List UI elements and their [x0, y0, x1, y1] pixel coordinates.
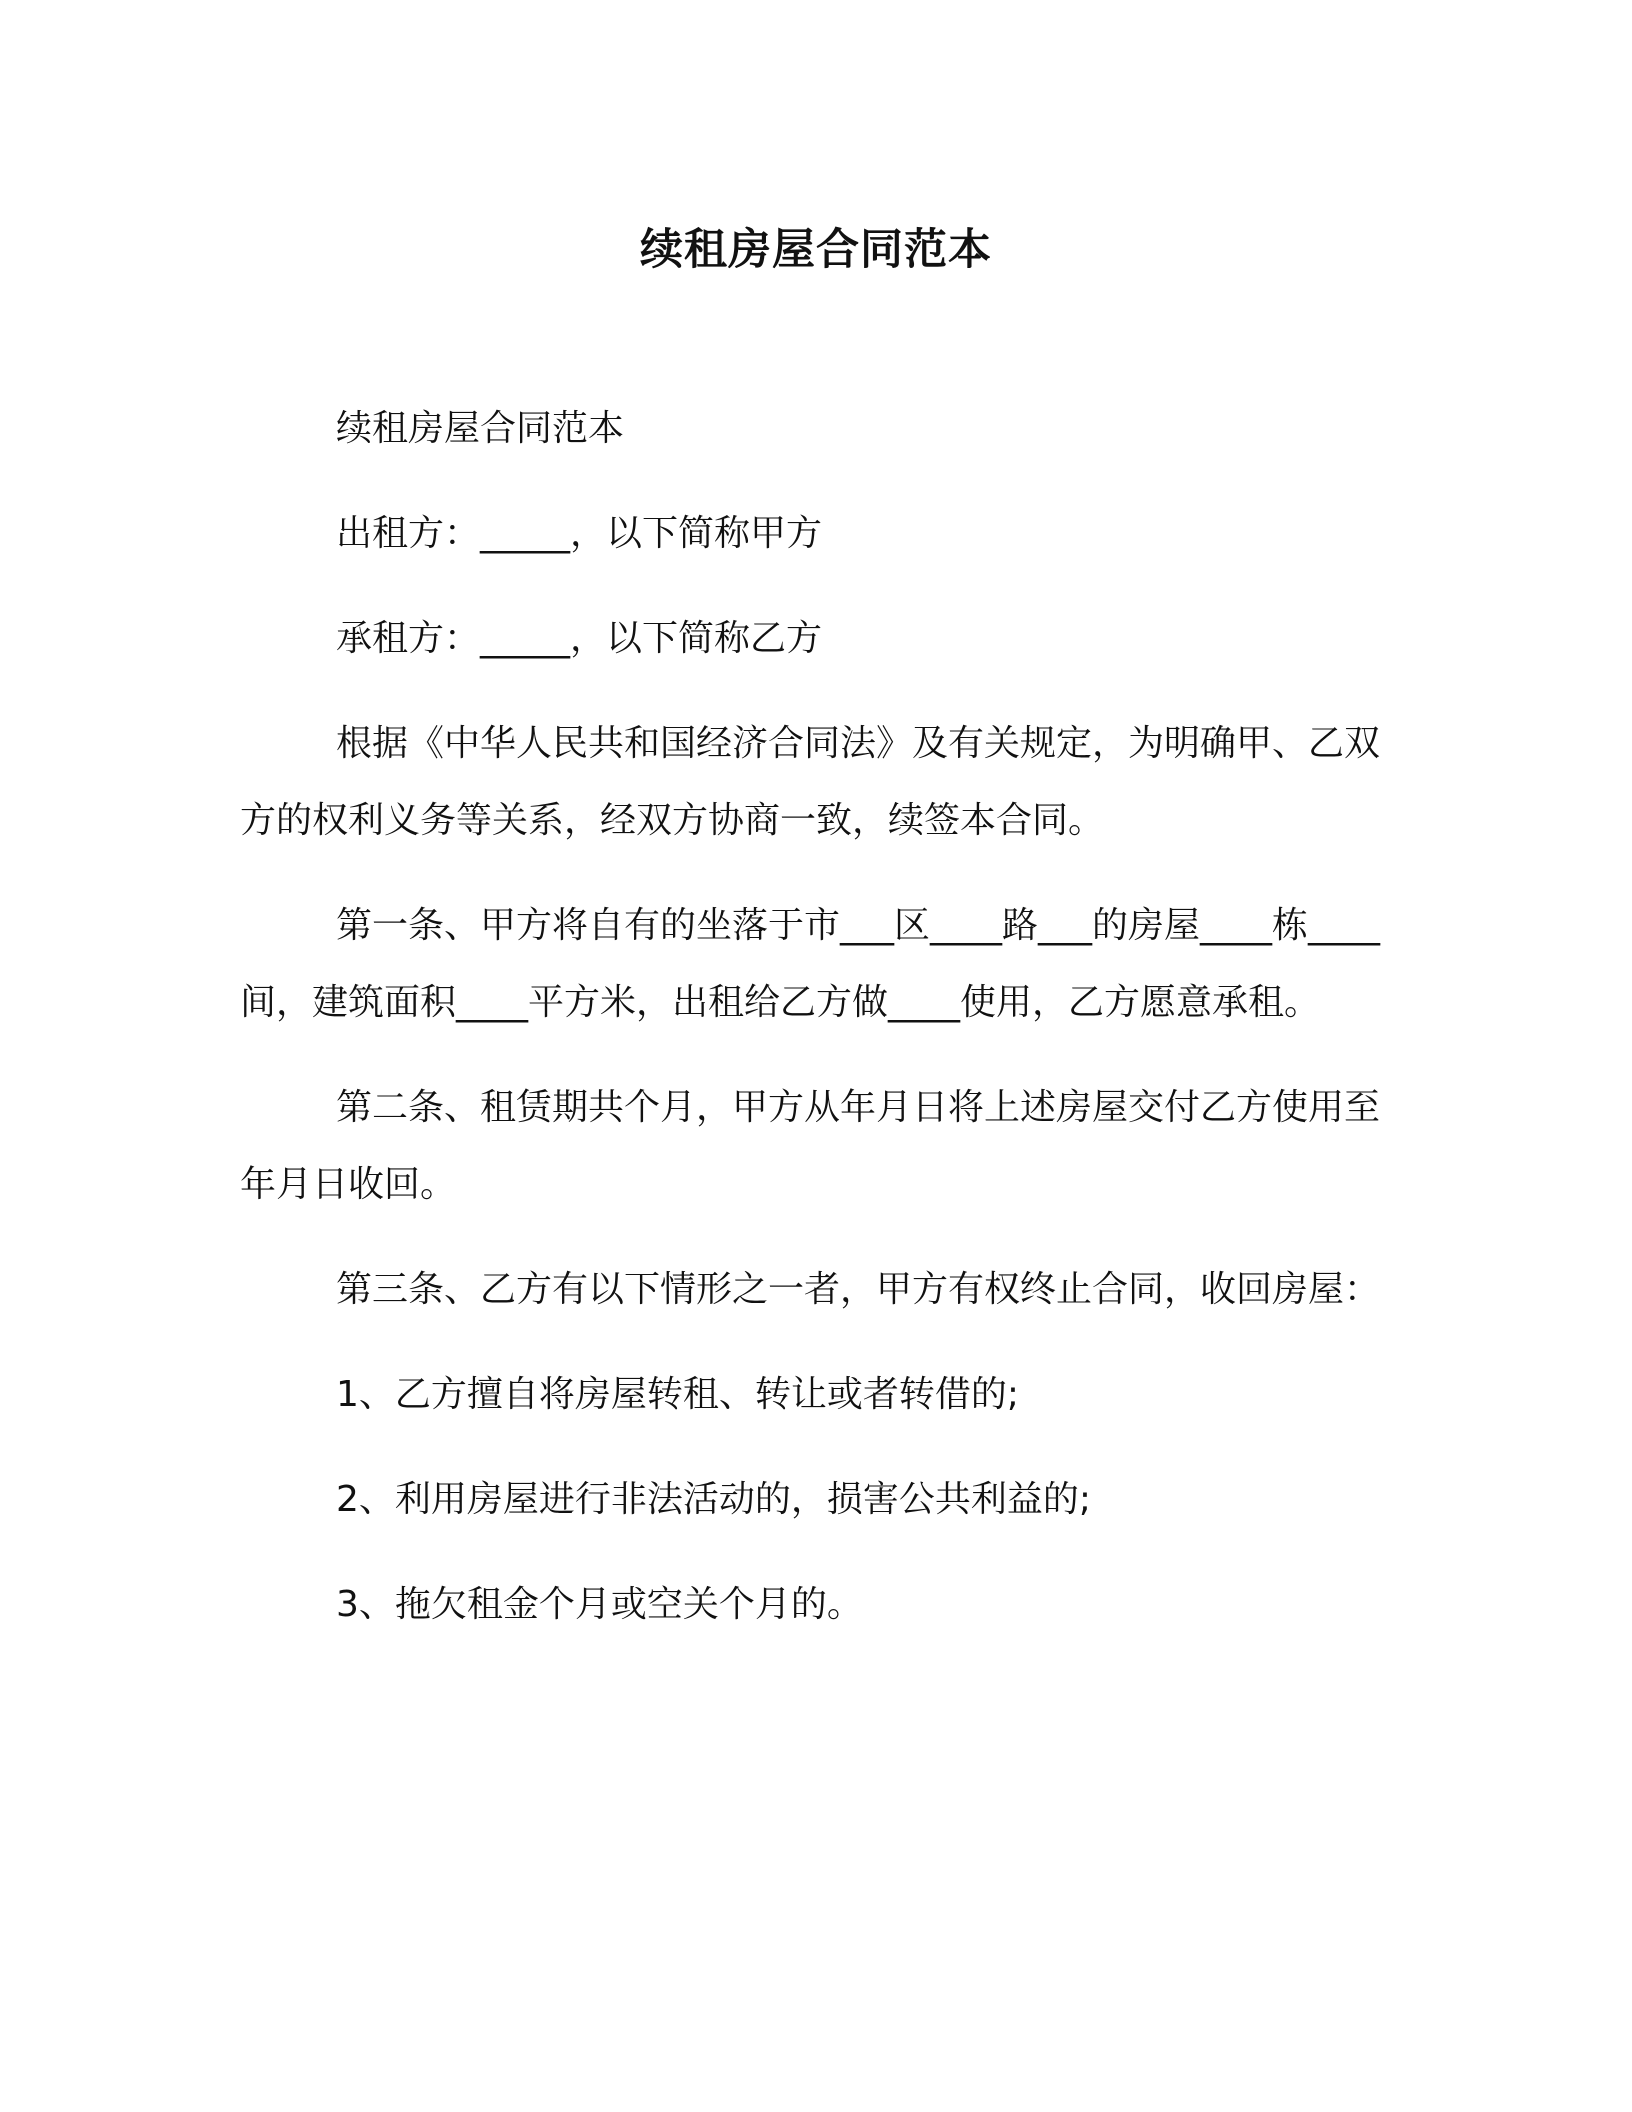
article-1-paragraph: 第一条、甲方将自有的坐落于市___区____路___的房屋____栋____间，建筑面积____平方米，出租给乙方做____使用，乙方愿意承租。: [240, 905, 1381, 1023]
lessor-paragraph: 出租方：_____，以下简称甲方: [336, 513, 823, 554]
subtitle-paragraph: 续租房屋合同范本: [336, 408, 625, 449]
document-body: [240, 390, 1400, 1671]
lessee-paragraph: 承租方：_____，以下简称乙方: [336, 618, 823, 659]
article-3-paragraph: 第三条、乙方有以下情形之一者，甲方有权终止合同，收回房屋：: [336, 1269, 1381, 1310]
article-3-item-1: 1、乙方擅自将房屋转租、转让或者转借的;: [336, 1374, 1020, 1415]
document-title: 续租房屋合同范本: [640, 225, 992, 275]
article-2-paragraph: 第二条、租赁期共个月，甲方从年月日将上述房屋交付乙方使用至年月日收回。: [240, 1087, 1381, 1205]
article-3-item-3: 3、拖欠租金个月或空关个月的。: [336, 1584, 863, 1625]
preamble-paragraph: 根据《中华人民共和国经济合同法》及有关规定，为明确甲、乙双方的权利义务等关系，经双方协商一致，续签本合同。: [240, 723, 1381, 841]
article-3-item-2: 2、利用房屋进行非法活动的，损害公共利益的;: [336, 1479, 1092, 1520]
